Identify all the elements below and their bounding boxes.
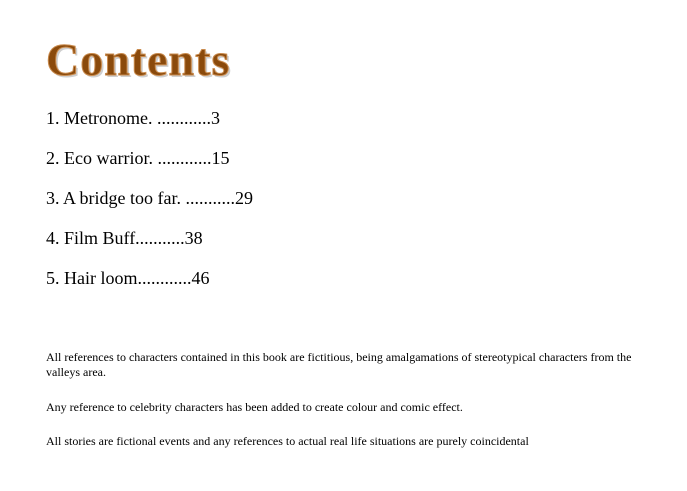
toc-entry-1: 1. Metronome. ............3 (46, 108, 220, 128)
toc-entry-4: 4. Film Buff...........38 (46, 228, 203, 248)
table-of-contents (46, 106, 253, 306)
disclaimer-celebrities: Any reference to celebrity characters has been added to create colour and comic effect. (46, 400, 463, 414)
disclaimer-events: All stories are fictional events and any references to actual real life situations are purely coincidental (46, 434, 529, 448)
page-title: Contents (46, 34, 231, 85)
toc-entry-3: 3. A bridge too far. ...........29 (46, 188, 253, 208)
disclaimer-notes (46, 350, 656, 467)
disclaimer-characters: All references to characters contained in this book are fictitious, being amalgamations of stereotypical characters from the valleys area. (46, 350, 632, 379)
toc-entry-5: 5. Hair loom............46 (46, 268, 210, 288)
toc-entry-2: 2. Eco warrior. ............15 (46, 148, 230, 168)
